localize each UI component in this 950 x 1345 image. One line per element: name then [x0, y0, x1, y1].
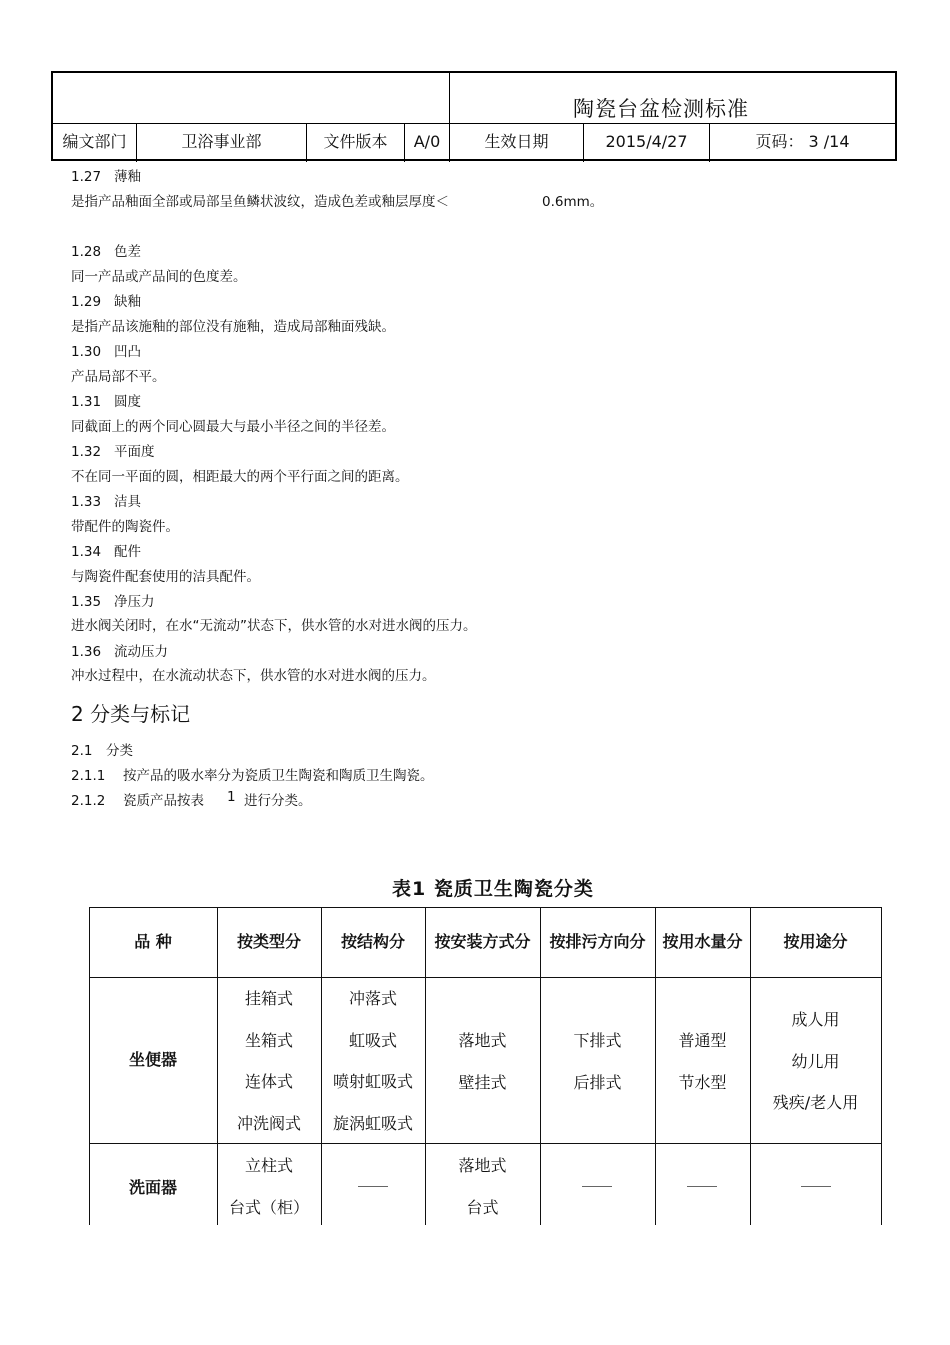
definition-term: 1.32 平面度	[71, 444, 155, 460]
row-name-toilet: 坐便器	[128, 1050, 177, 1069]
washbasin-by-install	[425, 1145, 540, 1228]
table-cell: 旋涡虹吸式	[332, 1113, 413, 1133]
header-info-row	[53, 123, 895, 161]
document-title: 陶瓷台盆检测标准	[573, 97, 749, 121]
table-cell: 普通型	[678, 1031, 727, 1050]
toilet-by-structure	[321, 978, 425, 1144]
table-cell: 节水型	[678, 1072, 727, 1092]
table-rule	[89, 977, 882, 978]
header-blank-cell	[53, 73, 450, 123]
empty-cell-dash	[801, 1186, 831, 1187]
page-number: 页码： 3 /14	[755, 132, 850, 151]
definition-term: 1.36 流动压力	[71, 644, 168, 660]
table-cell: 台式	[466, 1197, 499, 1217]
definition-desc: 是指产品釉面全部或局部呈鱼鳞状波纹，造成色差或釉层厚度＜	[71, 194, 449, 210]
col-header-by-type: 按类型分	[236, 932, 301, 951]
effective-date-value: 2015/4/27	[584, 124, 710, 162]
table-cell: 冲洗阀式	[236, 1113, 301, 1133]
definition-desc: 与陶瓷件配套使用的洁具配件。	[71, 569, 260, 585]
col-header-by-water: 按用水量分	[662, 932, 743, 951]
table-reference-tail: 进行分类。	[244, 793, 312, 809]
col-header-by-drain: 按排污方向分	[549, 932, 646, 951]
empty-cell-dash	[358, 1186, 388, 1187]
document-header	[51, 71, 897, 161]
row-name-washbasin: 洗面器	[128, 1178, 177, 1197]
table-cell: 落地式	[458, 1156, 507, 1175]
table-cell: 下排式	[573, 1031, 622, 1050]
definition-term: 1.35 净压力	[71, 594, 155, 610]
subsection-2-1-2: 2.1.2 瓷质产品按表	[71, 793, 204, 809]
definition-term: 1.28 色差	[71, 244, 141, 260]
table-cell: 残疾/老人用	[772, 1093, 859, 1112]
toilet-by-water	[655, 1020, 750, 1103]
dept-label: 编文部门	[53, 124, 137, 162]
definition-term: 1.31 圆度	[71, 394, 141, 410]
table-cell: 虹吸式	[348, 1030, 397, 1050]
washbasin-by-type	[217, 1145, 321, 1228]
definition-desc: 带配件的陶瓷件。	[71, 519, 179, 535]
subsection-2-1: 2.1 分类	[71, 743, 133, 759]
col-header-variety: 品 种	[134, 932, 172, 951]
table-cell: 落地式	[458, 1031, 507, 1050]
definition-desc: 同截面上的两个同心圆最大与最小半径之间的半径差。	[71, 419, 395, 435]
definition-term: 1.29 缺釉	[71, 294, 141, 310]
table-cell: 连体式	[244, 1072, 293, 1091]
empty-cell-dash	[582, 1186, 612, 1187]
definition-term: 1.34 配件	[71, 544, 141, 560]
toilet-by-install	[425, 1020, 540, 1103]
definition-desc: 是指产品该施釉的部位没有施釉，造成局部釉面残缺。	[71, 319, 395, 335]
table-cell: 后排式	[573, 1072, 622, 1092]
table-cell: 幼儿用	[791, 1051, 840, 1071]
dept-value: 卫浴事业部	[137, 124, 307, 162]
table-rule	[881, 907, 882, 1225]
col-header-by-install: 按安装方式分	[434, 932, 531, 951]
table-cell: 立柱式	[244, 1156, 293, 1175]
table-reference: 1	[227, 789, 236, 805]
col-header-by-structure: 按结构分	[340, 932, 405, 951]
effective-date-label: 生效日期	[450, 124, 584, 162]
subsection-2-1-1: 2.1.1 按产品的吸水率分为瓷质卫生陶瓷和陶质卫生陶瓷。	[71, 768, 434, 784]
toilet-by-drain	[540, 1020, 655, 1103]
version-label: 文件版本	[307, 124, 405, 162]
classification-table	[89, 907, 882, 1225]
table-cell: 台式（柜）	[228, 1197, 309, 1217]
definition-desc: 产品局部不平。	[71, 369, 166, 385]
col-header-by-use: 按用途分	[783, 932, 848, 951]
definition-term: 1.33 洁具	[71, 494, 141, 510]
definition-desc-tail: 0.6mm。	[542, 194, 604, 210]
section-heading: 2 分类与标记	[71, 702, 191, 726]
definition-term: 1.30 凹凸	[71, 344, 141, 360]
definition-desc: 冲水过程中，在水流动状态下，供水管的水对进水阀的压力。	[71, 668, 436, 684]
definition-desc: 不在同一平面的圆，相距最大的两个平行面之间的距离。	[71, 469, 409, 485]
table-cell: 坐箱式	[244, 1030, 293, 1050]
table-cell: 冲落式	[348, 989, 397, 1008]
table-cell: 喷射虹吸式	[332, 1072, 413, 1091]
definition-desc: 进水阀关闭时，在水“无流动”状态下，供水管的水对进水阀的压力。	[71, 618, 477, 634]
table-cell: 挂箱式	[244, 989, 293, 1008]
toilet-by-type	[217, 978, 321, 1144]
table-cell: 成人用	[791, 1010, 840, 1029]
version-value: A/0	[405, 124, 450, 162]
toilet-by-use	[750, 999, 881, 1124]
definition-desc: 同一产品或产品间的色度差。	[71, 269, 247, 285]
definition-term: 1.27 薄釉	[71, 169, 141, 185]
table-title: 表1 瓷质卫生陶瓷分类	[392, 878, 594, 900]
table-rule	[89, 1143, 882, 1144]
table-cell: 壁挂式	[458, 1072, 507, 1092]
empty-cell-dash	[687, 1186, 717, 1187]
